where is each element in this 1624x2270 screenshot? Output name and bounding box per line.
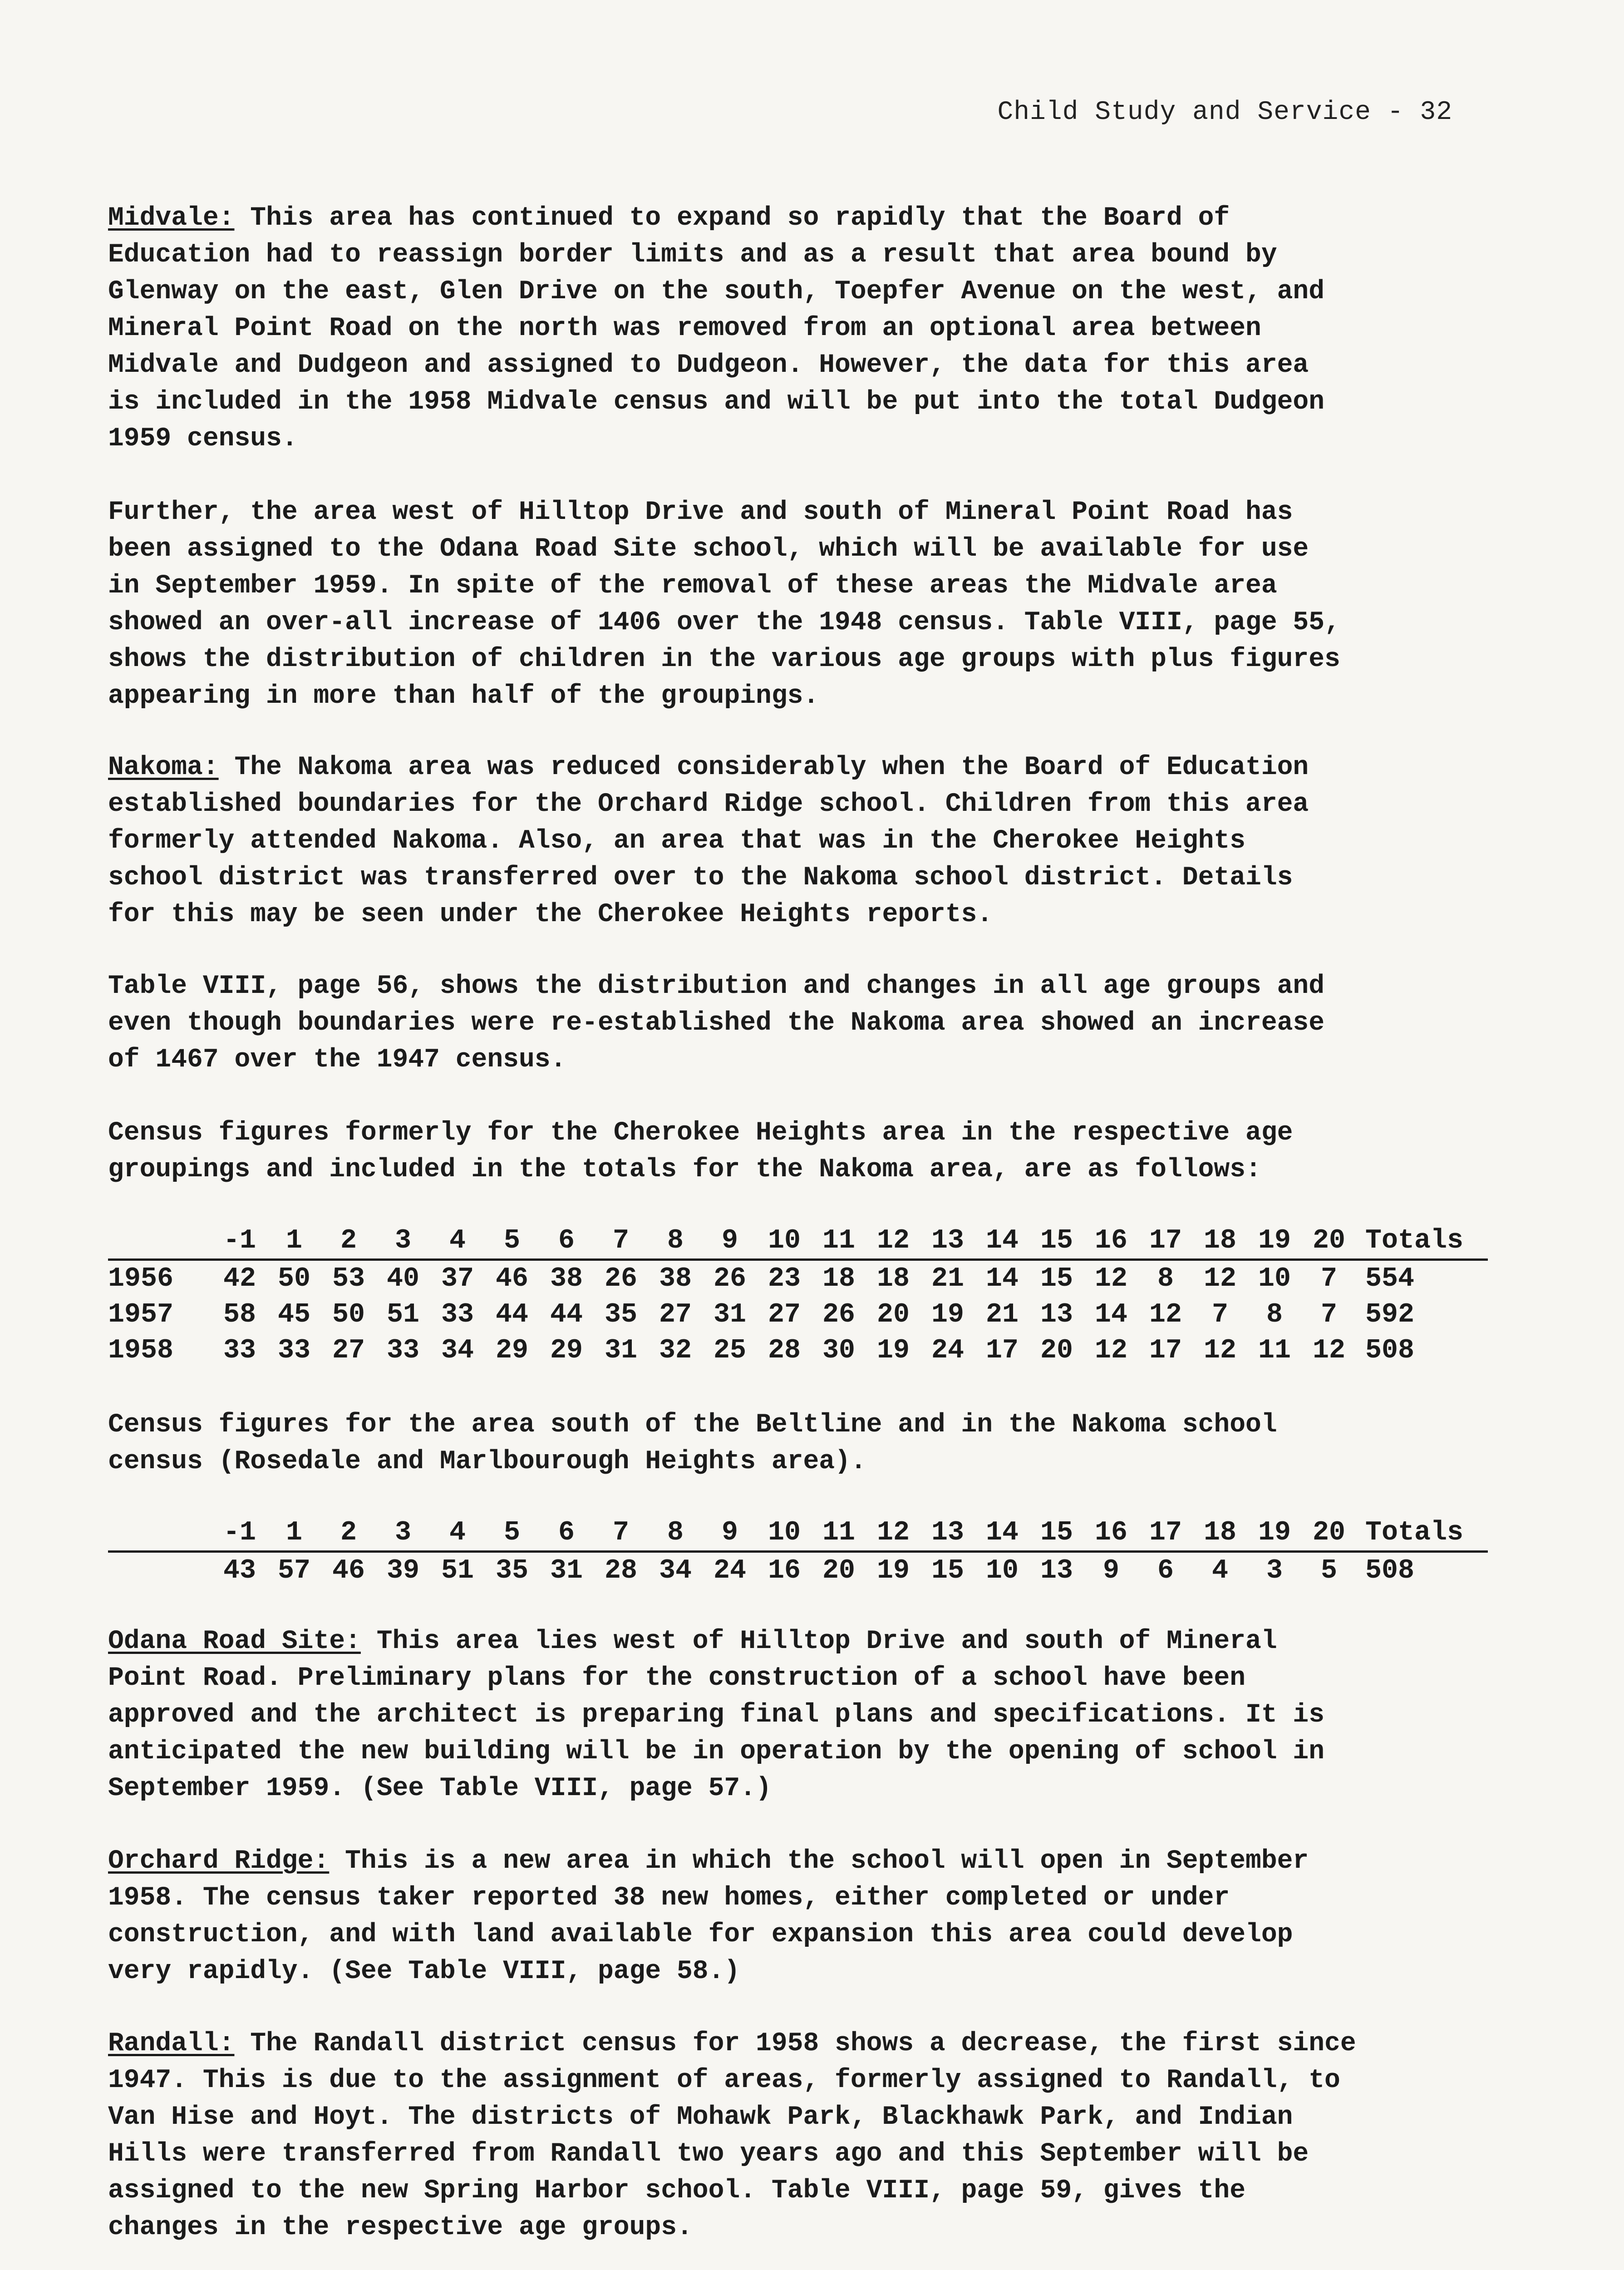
further-paragraph: Further, the area west of Hilltop Drive and south of Mineral Point Road has been assigned to the Odana Road Site school, which will be available for use in September 1959. In spite of the removal of these areas the Midvale area showed an over-all increase of 1406 over the 1948 census. Table VIII, page 55, shows the distribution of children in the various age groups with plus figures appearing in more than half of the groupings. — [108, 498, 1340, 711]
table-row: 1957 58 45 50 51 33 44 44 35 27 31 27 26 20 19 21 13 14 12 7 8 7 592 — [108, 1299, 1415, 1330]
beltline-census-table — [108, 1515, 1488, 1589]
totals-header: Totals — [1356, 1223, 1488, 1260]
randall-heading: Randall: — [108, 2029, 235, 2058]
midvale-paragraph: Midvale: This area has continued to expand so rapidly that the Board of Education had to reassign border limits and as a result that area bound by Glenway on the east, Glen Drive on the south, Toepfer Avenue on the west, and Mineral Point Road on the north was removed from an optional area between Midvale and Dudgeon and assigned to Dudgeon. However, the data for this area is included in the 1958 Midvale census and will be put into the total Dudgeon 1959 census. — [108, 203, 1325, 454]
page-header: Child Study and Service - 32 — [997, 98, 1452, 127]
table-header-row: -1 1 2 3 4 5 6 7 8 9 10 11 12 13 14 15 16 17 18 19 20 Totals — [108, 1515, 1488, 1552]
table-viii-paragraph: Table VIII, page 56, shows the distribution and changes in all age groups and even though boundaries were re-established the Nakoma area showed an increase of 1467 over the 1947 census. — [108, 972, 1325, 1075]
orchard-ridge-heading: Orchard Ridge: — [108, 1846, 330, 1876]
randall-paragraph: Randall: The Randall district census for 1958 shows a decrease, the first since 1947. This is due to the assignment of areas, formerly assigned to Randall, to Van Hise and Hoyt. The districts of Mohawk Park, Blackhawk Park, and Indian Hills were transferred from Randall two years ago and this September will be assigned to the new Spring Harbor school. Table VIII, page 59, gives the changes in the respective age groups. — [108, 2029, 1356, 2242]
beltline-intro-paragraph: Census figures for the area south of the Beltline and in the Nakoma school census (Rosedale and Marlbourough Heights area). — [108, 1410, 1277, 1476]
nakoma-paragraph: Nakoma: The Nakoma area was reduced considerably when the Board of Education established boundaries for the Orchard Ridge school. Children from this area formerly attended Nakoma. Also, an area that was in the Cherokee Heights school district was transferred over to the Nakoma school district. Details for this may be seen under the Cherokee Heights reports. — [108, 753, 1309, 929]
cherokee-intro-paragraph: Census figures formerly for the Cherokee Heights area in the respective age groupings and included in the totals for the Nakoma area, are as follows: — [108, 1118, 1293, 1184]
orchard-ridge-paragraph: Orchard Ridge: This is a new area in which the school will open in September 1958. The census taker reported 38 new homes, either completed or under construction, and with land available for expansion this area could develop very rapidly. (See Table VIII, page 58.) — [108, 1846, 1309, 1986]
table-row: 43 57 46 39 51 35 31 28 34 24 16 20 19 15 10 13 9 6 4 3 5 508 — [223, 1555, 1415, 1586]
odana-paragraph: Odana Road Site: This area lies west of Hilltop Drive and south of Mineral Point Road. Preliminary plans for the construction of a school have been approved and the architect is preparing final plans and specifications. It is anticipated the new building will be in operation by the opening of school in September 1959. (See Table VIII, page 57.) — [108, 1627, 1325, 1803]
table-row: 1958 33 33 27 33 34 29 29 31 32 25 28 30 19 24 17 20 12 17 12 11 12 508 — [108, 1335, 1415, 1366]
midvale-heading: Midvale: — [108, 203, 235, 233]
table-header-row: -1 1 2 3 4 5 6 7 8 9 10 11 12 13 14 15 16 17 18 19 20 Totals — [108, 1223, 1488, 1260]
odana-heading: Odana Road Site: — [108, 1627, 361, 1656]
nakoma-heading: Nakoma: — [108, 753, 219, 782]
totals-header: Totals — [1356, 1515, 1488, 1552]
table-row: 1956 42 50 53 40 37 46 38 26 38 26 23 18 18 21 14 15 12 8 12 10 7 554 — [108, 1263, 1415, 1294]
cherokee-census-table — [108, 1223, 1488, 1368]
